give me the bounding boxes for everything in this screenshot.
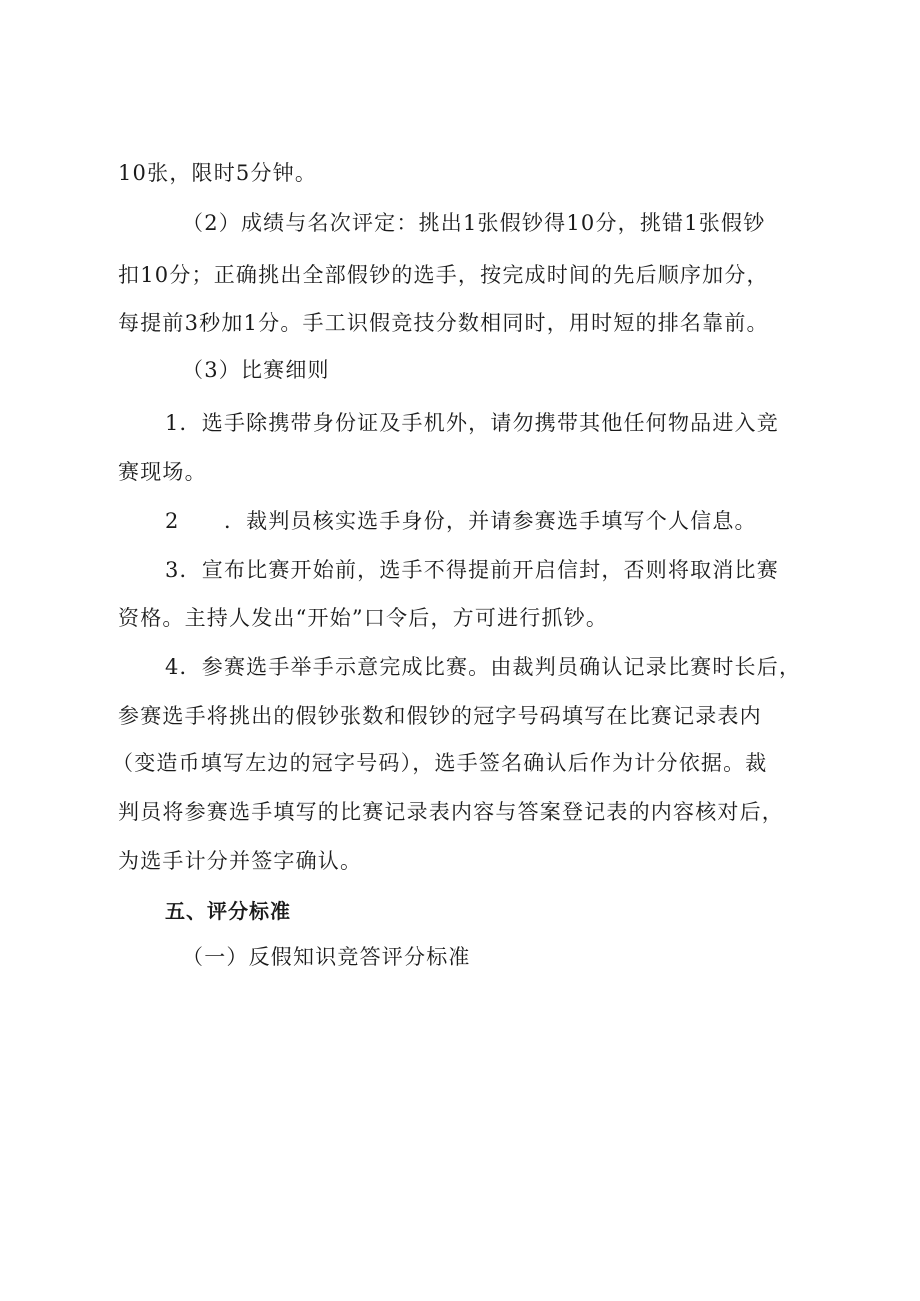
rule-item-2: 2 ．裁判员核实选手身份，并请参赛选手填写个人信息。 xyxy=(165,509,757,533)
rule-item-3-line-1: 3．宣布比赛开始前，选手不得提前开启信封，否则将取消比赛 xyxy=(165,558,779,582)
rule-item-1-line-2: 赛现场。 xyxy=(118,460,207,484)
rule-item-4-line-4: 判员将参赛选手填写的比赛记录表内容与答案登记表的内容核对后， xyxy=(118,800,784,824)
rule-item-4-line-2: 参赛选手将挑出的假钞张数和假钞的冠字号码填写在比赛记录表内 xyxy=(118,704,762,728)
section-heading-scoring: 五、评分标准 xyxy=(165,899,291,923)
subsection-heading-knowledge-quiz: （一）反假知识竞答评分标准 xyxy=(182,945,471,969)
text-line-2: （2）成绩与名次评定：挑出1张假钞得10分，挑错1张假钞 xyxy=(182,211,766,235)
text-line-1: 10张，限时5分钟。 xyxy=(118,161,318,185)
text-line-4: 每提前3秒加1分。手工识假竞技分数相同时，用时短的排名靠前。 xyxy=(118,311,769,335)
rule-item-4-line-5: 为选手计分并签字确认。 xyxy=(118,849,363,873)
subsection-rules-title: （3）比赛细则 xyxy=(182,358,330,382)
rule-item-1-line-1: 1．选手除携带身份证及手机外，请勿携带其他任何物品进入竞 xyxy=(165,411,779,435)
rule-item-4-line-3: （变造币填写左边的冠字号码），选手签名确认后作为计分依据。裁 xyxy=(112,751,768,775)
rule-item-3-line-2: 资格。主持人发出“开始”口令后，方可进行抓钞。 xyxy=(118,606,609,630)
text-line-3: 扣10分；正确挑出全部假钞的选手，按完成时间的先后顺序加分， xyxy=(118,263,769,287)
rule-item-4-line-1: 4．参赛选手举手示意完成比赛。由裁判员确认记录比赛时长后， xyxy=(165,655,802,679)
